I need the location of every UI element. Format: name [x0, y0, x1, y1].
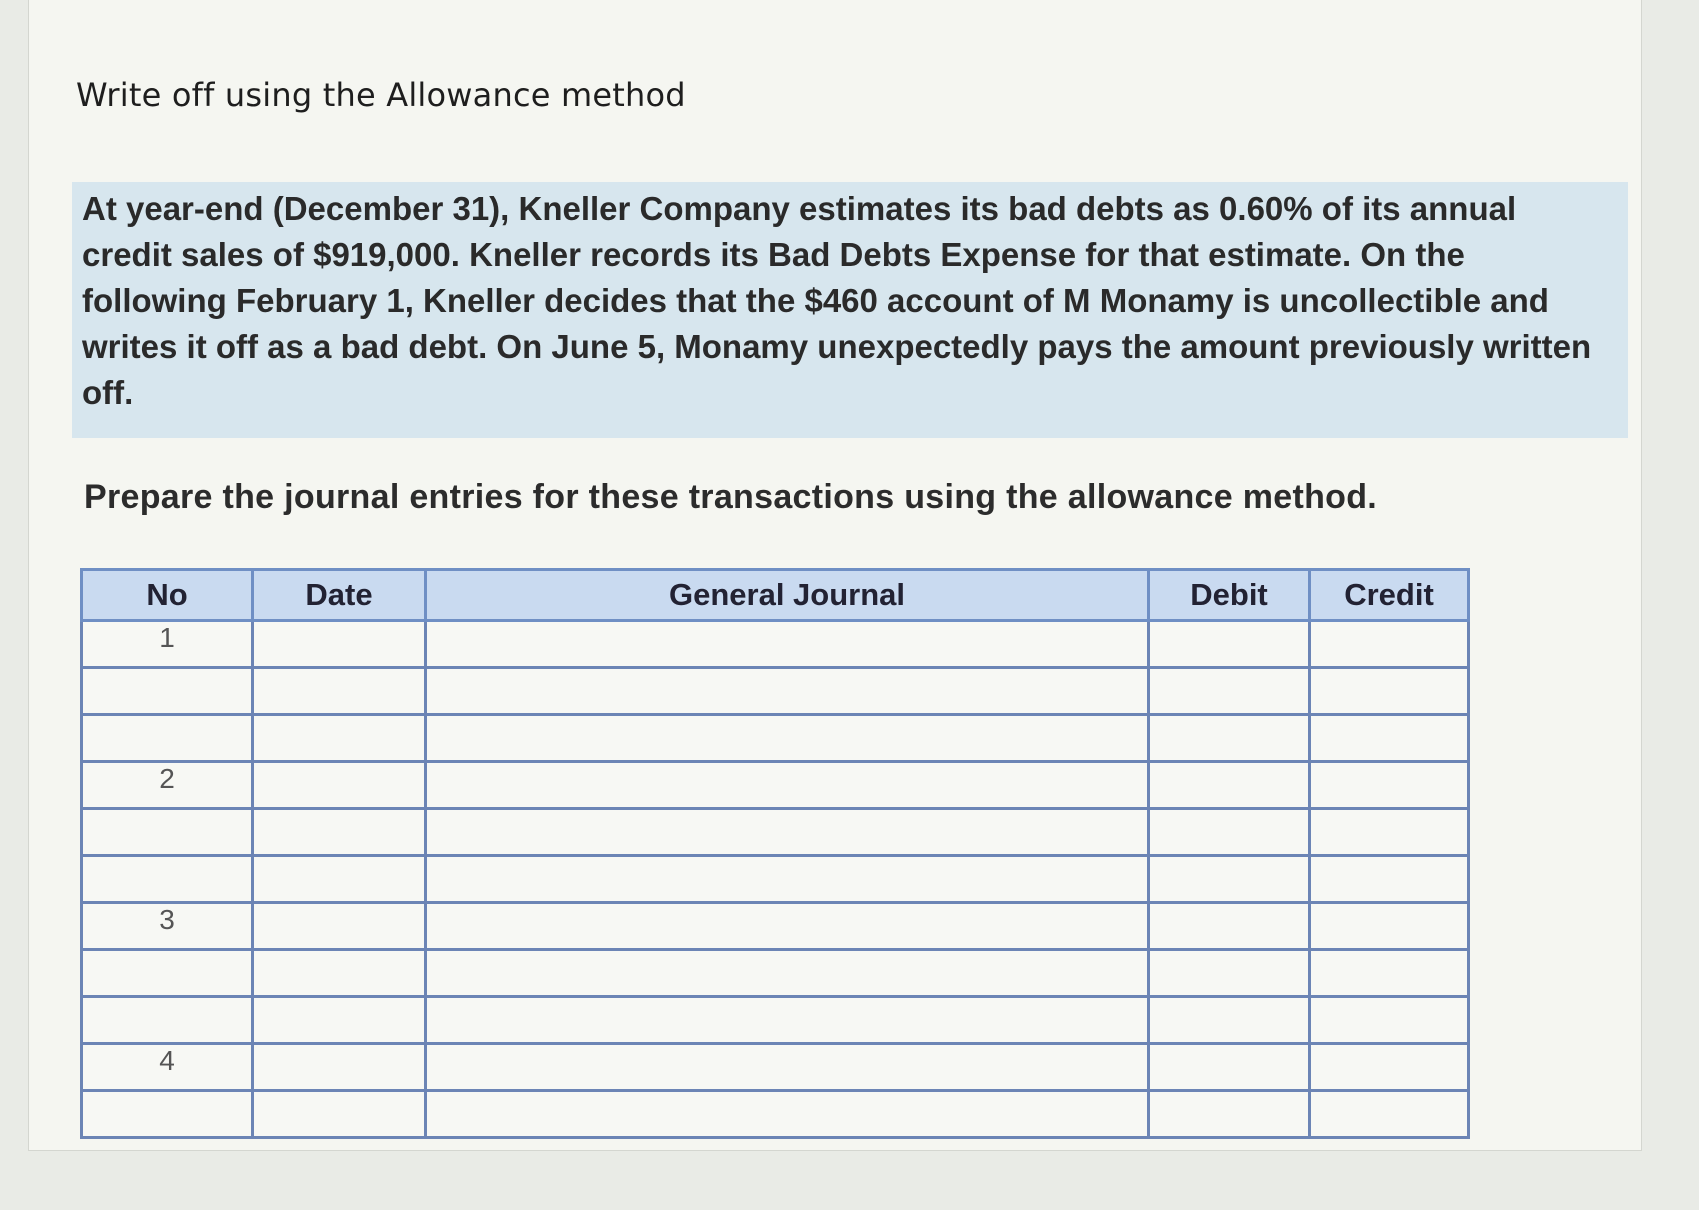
table-row — [82, 715, 1469, 762]
header-credit: Credit — [1310, 570, 1469, 621]
debit-cell[interactable] — [1149, 1091, 1310, 1138]
header-debit: Debit — [1149, 570, 1310, 621]
date-cell[interactable] — [253, 1091, 426, 1138]
table-row — [82, 950, 1469, 997]
general-journal-cell[interactable] — [426, 856, 1149, 903]
credit-cell[interactable] — [1310, 903, 1469, 950]
credit-cell[interactable] — [1310, 809, 1469, 856]
entry-number-cell: 4 — [82, 1044, 253, 1091]
date-cell[interactable] — [253, 762, 426, 809]
date-cell[interactable] — [253, 856, 426, 903]
journal-header-row — [82, 570, 1469, 621]
date-cell[interactable] — [253, 715, 426, 762]
debit-cell[interactable] — [1149, 621, 1310, 668]
table-row — [82, 997, 1469, 1044]
table-row — [82, 668, 1469, 715]
entry-number-cell — [82, 809, 253, 856]
instruction-text: Prepare the journal entries for these transactions using the allowance method. — [84, 478, 1378, 516]
date-cell[interactable] — [253, 950, 426, 997]
general-journal-cell[interactable] — [426, 762, 1149, 809]
credit-cell[interactable] — [1310, 997, 1469, 1044]
credit-cell[interactable] — [1310, 715, 1469, 762]
debit-cell[interactable] — [1149, 950, 1310, 997]
table-row — [82, 903, 1469, 950]
date-cell[interactable] — [253, 668, 426, 715]
page-title: Write off using the Allowance method — [76, 76, 686, 114]
entry-number-cell — [82, 715, 253, 762]
table-row — [82, 1044, 1469, 1091]
table-row — [82, 1091, 1469, 1138]
table-row — [82, 809, 1469, 856]
general-journal-cell[interactable] — [426, 903, 1149, 950]
header-date: Date — [253, 570, 426, 621]
debit-cell[interactable] — [1149, 809, 1310, 856]
entry-number-cell — [82, 1091, 253, 1138]
debit-cell[interactable] — [1149, 997, 1310, 1044]
entry-number-cell — [82, 950, 253, 997]
debit-cell[interactable] — [1149, 715, 1310, 762]
journal-body — [82, 621, 1469, 1138]
credit-cell[interactable] — [1310, 1091, 1469, 1138]
problem-statement-box — [72, 182, 1628, 438]
table-row — [82, 621, 1469, 668]
date-cell[interactable] — [253, 1044, 426, 1091]
debit-cell[interactable] — [1149, 903, 1310, 950]
entry-number-cell — [82, 856, 253, 903]
credit-cell[interactable] — [1310, 668, 1469, 715]
credit-cell[interactable] — [1310, 950, 1469, 997]
general-journal-cell[interactable] — [426, 997, 1149, 1044]
entry-number-cell: 1 — [82, 621, 253, 668]
table-row — [82, 856, 1469, 903]
credit-cell[interactable] — [1310, 856, 1469, 903]
general-journal-cell[interactable] — [426, 715, 1149, 762]
debit-cell[interactable] — [1149, 762, 1310, 809]
credit-cell[interactable] — [1310, 762, 1469, 809]
general-journal-cell[interactable] — [426, 1044, 1149, 1091]
credit-cell[interactable] — [1310, 1044, 1469, 1091]
general-journal-cell[interactable] — [426, 950, 1149, 997]
date-cell[interactable] — [253, 903, 426, 950]
date-cell[interactable] — [253, 997, 426, 1044]
entry-number-cell: 2 — [82, 762, 253, 809]
journal-table — [80, 568, 1470, 1139]
header-no: No — [82, 570, 253, 621]
entry-number-cell — [82, 997, 253, 1044]
date-cell[interactable] — [253, 621, 426, 668]
debit-cell[interactable] — [1149, 1044, 1310, 1091]
general-journal-cell[interactable] — [426, 621, 1149, 668]
debit-cell[interactable] — [1149, 668, 1310, 715]
header-general-journal: General Journal — [426, 570, 1149, 621]
entry-number-cell: 3 — [82, 903, 253, 950]
debit-cell[interactable] — [1149, 856, 1310, 903]
credit-cell[interactable] — [1310, 621, 1469, 668]
problem-statement-text: At year-end (December 31), Kneller Company estimates its bad debts as 0.60% of its annual credit sales of $919,000. Kneller records its Bad Debts Expense for that estimate. On the following February 1, Kneller decides that the $460 account of M Monamy is uncollectible and writes it off as a bad debt. On June 5, Monamy unexpectedly pays the amount previously written off. — [82, 190, 1592, 411]
general-journal-cell[interactable] — [426, 1091, 1149, 1138]
general-journal-cell[interactable] — [426, 668, 1149, 715]
entry-number-cell — [82, 668, 253, 715]
table-row — [82, 762, 1469, 809]
date-cell[interactable] — [253, 809, 426, 856]
general-journal-cell[interactable] — [426, 809, 1149, 856]
